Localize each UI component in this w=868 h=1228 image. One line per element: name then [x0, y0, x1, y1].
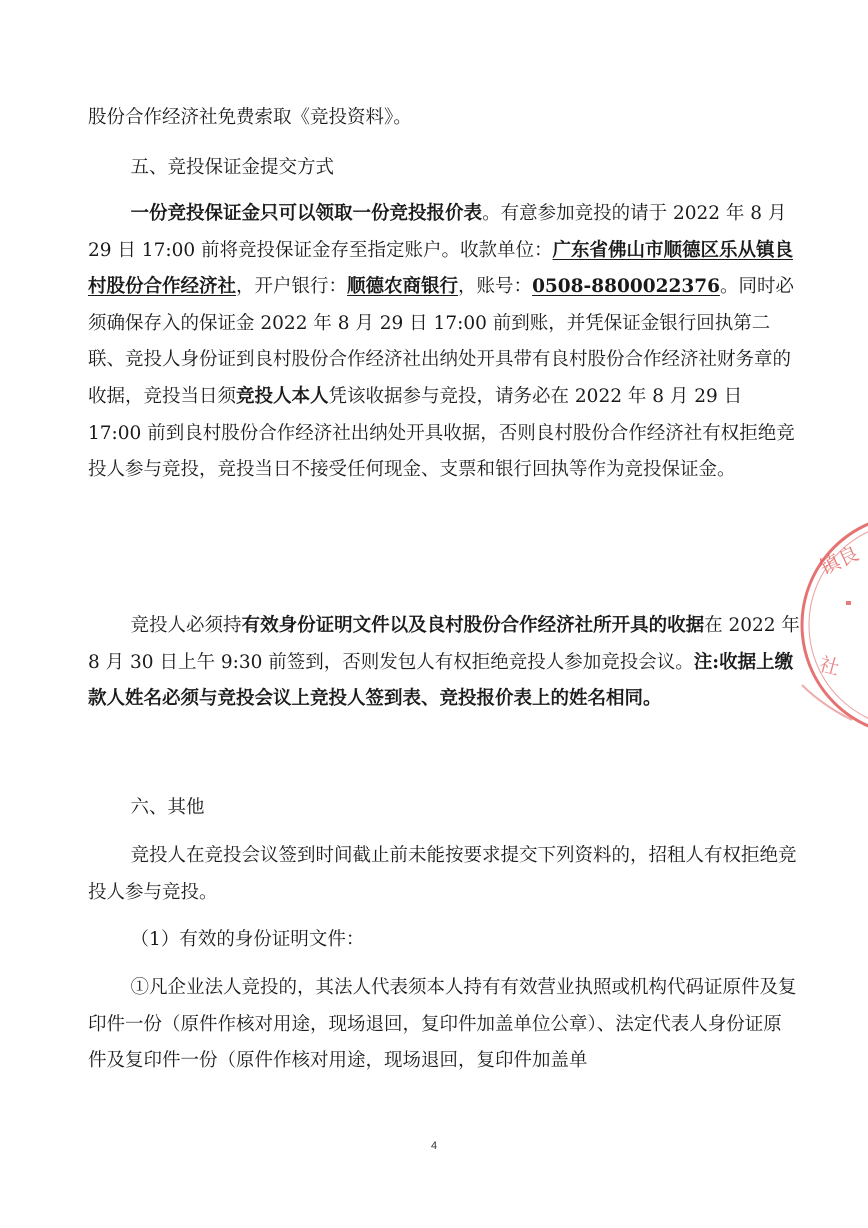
text-run: 。同时必须确保存入的保证金 2022 年 8 月 29 日 17:00 前到账，并凭保证金银行回执第二联、竞投人身份证到良村股份合作经济社出纳处开具带有良村股份合作经济社财务章的收据，竞投当日须	[88, 276, 794, 407]
bold-note: 注:收据上缴款人姓名必须与竞投会议上竞投人签到表、竞投报价表上的姓名相同。	[88, 651, 794, 710]
text-run: ，开户银行：	[236, 276, 348, 298]
bold-run-one-deposit: 一份竞投保证金只可以领取一份竞投报价表	[130, 203, 483, 224]
paragraph-deposit	[88, 196, 800, 489]
section-heading-5	[88, 150, 800, 187]
text-run: 股份合作经济社免费索取《竞投资料》。	[88, 107, 412, 128]
heading-text: 五、竞投保证金提交方式	[130, 157, 335, 178]
seal-text-top: 镇良	[815, 540, 863, 580]
bold-run-required-docs: 有效身份证明文件以及良村股份合作经济社所开具的收据	[241, 615, 705, 636]
account-number: 0508-8800022376	[532, 276, 720, 298]
text-run: 。有意参加竞投的请于 2022 年 8 月 29 日 17:00 前将竞投保证金存至指定账户。收款单位：	[88, 203, 787, 261]
text-run: 凭该收据参与竞投，请务必在 2022 年 8 月 29 日 17:00 前到良村股份合作经济社出纳处开具收据，否则良村股份合作经济社有权拒绝竞投人参与竞投，竞投当日不接受任何现金、支票和银行回执等作为竞投保证金。	[88, 385, 795, 481]
text-run: ，账号：	[458, 276, 533, 298]
seal-text-bottom: 社	[816, 651, 843, 681]
paragraph-other	[88, 838, 800, 911]
text-run: 竞投人在竞投会议签到时间截止前未能按要求提交下列资料的，招租人有权拒绝竞投人参与竞投。	[88, 845, 797, 903]
payee-name: 广东省佛山市顺德区乐从镇良村股份合作经济社	[88, 239, 794, 298]
section-heading-6	[88, 790, 800, 827]
heading-text: 六、其他	[130, 797, 205, 818]
text-run: ①凡企业法人竞投的，其法人代表须本人持有有效营业执照或机构代码证原件及复印件一份（原件作核对用途，现场退回，复印件加盖单位公章）、法定代表人身份证原件及复印件一份（原件作核对用途，现场退回，复印件加盖单	[88, 977, 797, 1072]
paragraph-intro-tail	[88, 100, 800, 137]
list-item-1	[88, 922, 800, 959]
bank-name: 顺德农商银行	[347, 276, 459, 298]
red-seal-stamp-partial	[792, 505, 868, 745]
seal-icon	[792, 505, 868, 745]
bold-run-bidder-in-person: 竞投人本人	[236, 385, 329, 407]
paragraph-signin	[88, 608, 800, 718]
page-number: 4	[430, 1140, 438, 1152]
text-run: 在 2022 年 8 月 30 日上午 9:30 前签到，否则发包人有权拒绝竞投人参加竞投会议。	[88, 615, 800, 673]
paragraph-enterprise	[88, 970, 800, 1080]
text-run: 竞投人必须持	[130, 615, 242, 636]
text-run: （1）有效的身份证明文件：	[130, 929, 365, 950]
